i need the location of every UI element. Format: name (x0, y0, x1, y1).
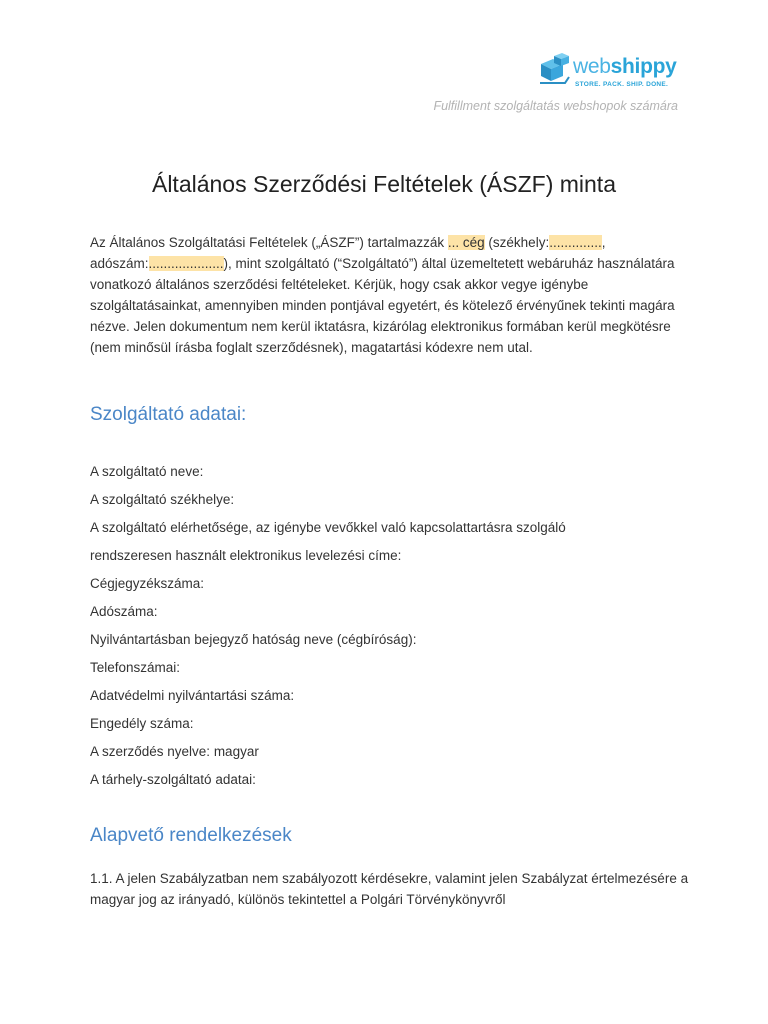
list-item: A szerződés nyelve: magyar (90, 744, 259, 759)
list-item: A tárhely-szolgáltató adatai: (90, 772, 256, 787)
list-item: rendszeresen használt elektronikus levelezési címe: (90, 548, 402, 563)
list-item: A szolgáltató székhelye: (90, 492, 235, 507)
intro-paragraph: Az Általános Szolgáltatási Feltételek („ÁSZF”) tartalmazzák ... cég (székhely:.............., adószám:....................), mint szolgáltató (“Szolgáltató”) által üzemeltetett webáruház használatára vonatkozó általános szerződési feltételeket. Kérjük, hogy csak akkor vegye igénybe szolgáltatásainkat, amennyiben minden pontjával egyetért, és kötelező érvényűnek tekinti magára nézve. Jelen dokumentum nem kerül iktatásra, kizárólag elektronikus formában kerül megkötésre (nem minősül írásba foglalt szerződésnek), magatartási kódexre nem utal. (90, 235, 675, 355)
list-item: Nyilvántartásban bejegyző hatóság neve (cégbíróság): (90, 632, 417, 647)
seat-placeholder: .............. (549, 235, 602, 250)
provider-details-list (90, 458, 690, 794)
company-placeholder: ... cég (447, 235, 485, 250)
document-title: Általános Szerződési Feltételek (ÁSZF) minta (151, 171, 616, 197)
header-tagline: Fulfillment szolgáltatás webshopok számára (433, 99, 678, 113)
list-item: Adatvédelmi nyilvántartási száma: (90, 688, 295, 703)
list-item: Engedély száma: (90, 716, 194, 731)
list-item: Telefonszámai: (90, 660, 181, 675)
webshippy-logo (538, 50, 678, 94)
section-heading-provider: Szolgáltató adatai: (90, 404, 247, 425)
list-item: A szolgáltató neve: (90, 464, 204, 479)
list-item: Cégjegyzékszáma: (90, 576, 205, 591)
section-heading-basic-provisions: Alapvető rendelkezések (90, 825, 292, 846)
list-item: A szolgáltató elérhetősége, az igénybe vevőkkel való kapcsolattartásra szolgáló (90, 520, 566, 535)
logo-slogan: STORE. PACK. SHIP. DONE. (575, 81, 669, 88)
list-item: Adószáma: (90, 604, 158, 619)
clause-1-1: 1.1. A jelen Szabályzatban nem szabályozott kérdésekre, valamint jelen Szabályzat értelmezésére a magyar jog az irányadó, különös tekintettel a Polgári Törvénykönyvről (90, 871, 689, 907)
logo-wordmark: webshippy (573, 55, 677, 78)
tax-number-placeholder: .................... (148, 256, 224, 271)
box-cart-icon (538, 52, 572, 86)
